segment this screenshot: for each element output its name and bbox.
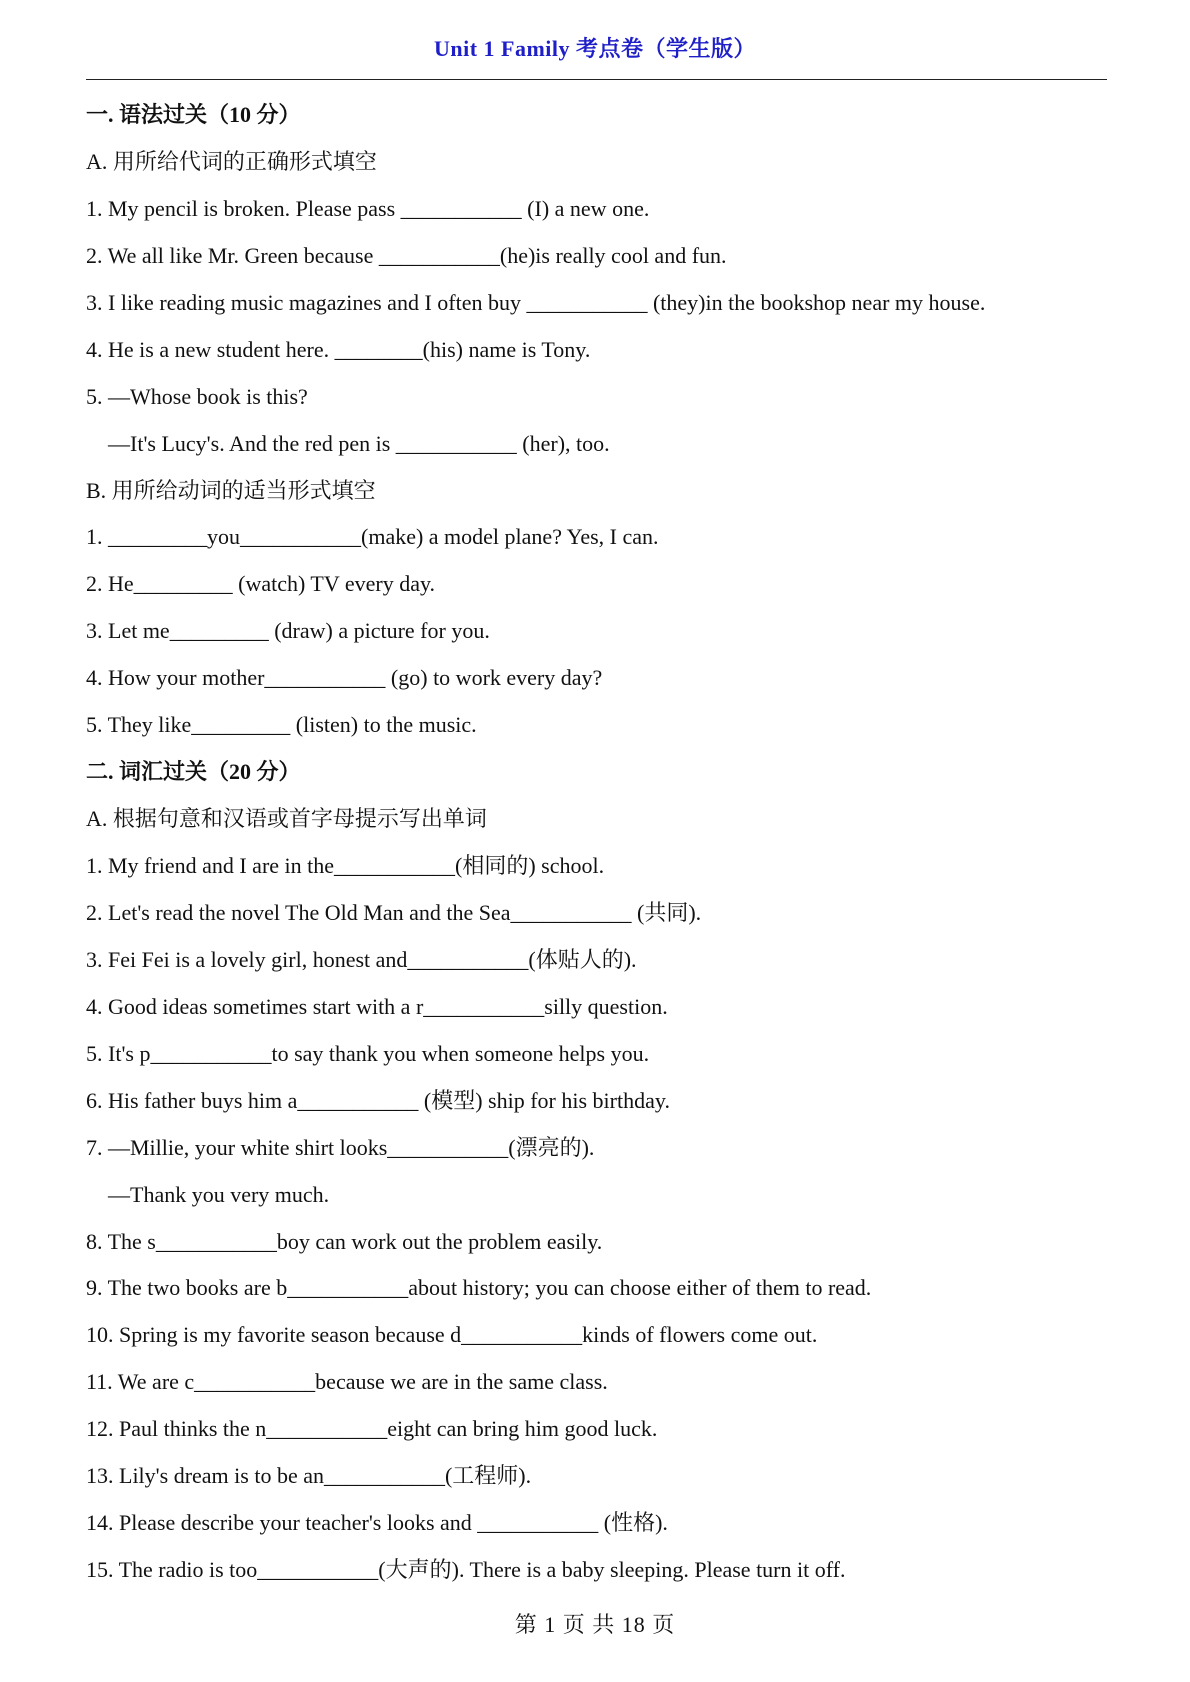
question-item: 1. My pencil is broken. Please pass ___________ (I) a new one. bbox=[86, 195, 650, 221]
section-heading-grammar: 一. 语法过关（10 分） bbox=[86, 102, 301, 127]
question-item: 15. The radio is too___________(大声的). There is a baby sleeping. Please turn it off. bbox=[86, 1557, 846, 1583]
question-item: 5. —Whose book is this? bbox=[86, 383, 308, 409]
question-item: 3. Fei Fei is a lovely girl, honest and___________(体贴人的). bbox=[86, 946, 637, 972]
question-item: 2. Let's read the novel The Old Man and the Sea___________ (共同). bbox=[86, 899, 702, 925]
page-number-footer: 第 1 页 共 18 页 bbox=[514, 1612, 676, 1637]
header-divider bbox=[86, 79, 1107, 80]
question-item: 2. We all like Mr. Green because ___________(he)is really cool and fun. bbox=[86, 242, 727, 268]
document-title: Unit 1 Family 考点卷（学生版） bbox=[433, 36, 757, 61]
question-item: 9. The two books are b___________about history; you can choose either of them to read. bbox=[86, 1275, 872, 1301]
part-a-instruction: A. 根据句意和汉语或首字母提示写出单词 bbox=[86, 806, 487, 832]
question-item-continuation: —It's Lucy's. And the red pen is ___________ (her), too. bbox=[108, 430, 610, 456]
question-item: 14. Please describe your teacher's looks and ___________ (性格). bbox=[86, 1510, 668, 1536]
question-item: 1. _________you___________(make) a model plane? Yes, I can. bbox=[86, 524, 659, 550]
question-item: 2. He_________ (watch) TV every day. bbox=[86, 571, 436, 597]
question-item: 13. Lily's dream is to be an___________(工程师). bbox=[86, 1463, 532, 1489]
question-item: 11. We are c___________because we are in the same class. bbox=[86, 1369, 608, 1395]
question-item: 10. Spring is my favorite season because d___________kinds of flowers come out. bbox=[86, 1322, 818, 1348]
document-body bbox=[86, 92, 1116, 1594]
question-item: 1. My friend and I are in the___________(相同的) school. bbox=[86, 853, 605, 878]
question-item: 3. I like reading music magazines and I often buy ___________ (they)in the bookshop near my house. bbox=[86, 289, 986, 315]
question-item: 7. —Millie, your white shirt looks___________(漂亮的). bbox=[86, 1134, 595, 1160]
question-item-continuation: —Thank you very much. bbox=[108, 1181, 330, 1207]
section-heading-vocabulary: 二. 词汇过关（20 分） bbox=[86, 759, 301, 785]
question-item: 4. He is a new student here. ________(his) name is Tony. bbox=[86, 336, 591, 362]
question-item: 12. Paul thinks the n___________eight can bring him good luck. bbox=[86, 1416, 658, 1442]
question-item: 8. The s___________boy can work out the problem easily. bbox=[86, 1228, 603, 1254]
question-item: 4. How your mother___________ (go) to work every day? bbox=[86, 665, 603, 691]
question-item: 6. His father buys him a___________ (模型) ship for his birthday. bbox=[86, 1087, 670, 1113]
part-b-instruction: B. 用所给动词的适当形式填空 bbox=[86, 477, 376, 503]
question-item: 4. Good ideas sometimes start with a r___________silly question. bbox=[86, 993, 668, 1019]
question-item: 3. Let me_________ (draw) a picture for you. bbox=[86, 618, 490, 644]
part-a-instruction: A. 用所给代词的正确形式填空 bbox=[86, 148, 377, 174]
question-item: 5. They like_________ (listen) to the music. bbox=[86, 712, 477, 738]
question-item: 5. It's p___________to say thank you when someone helps you. bbox=[86, 1040, 650, 1066]
